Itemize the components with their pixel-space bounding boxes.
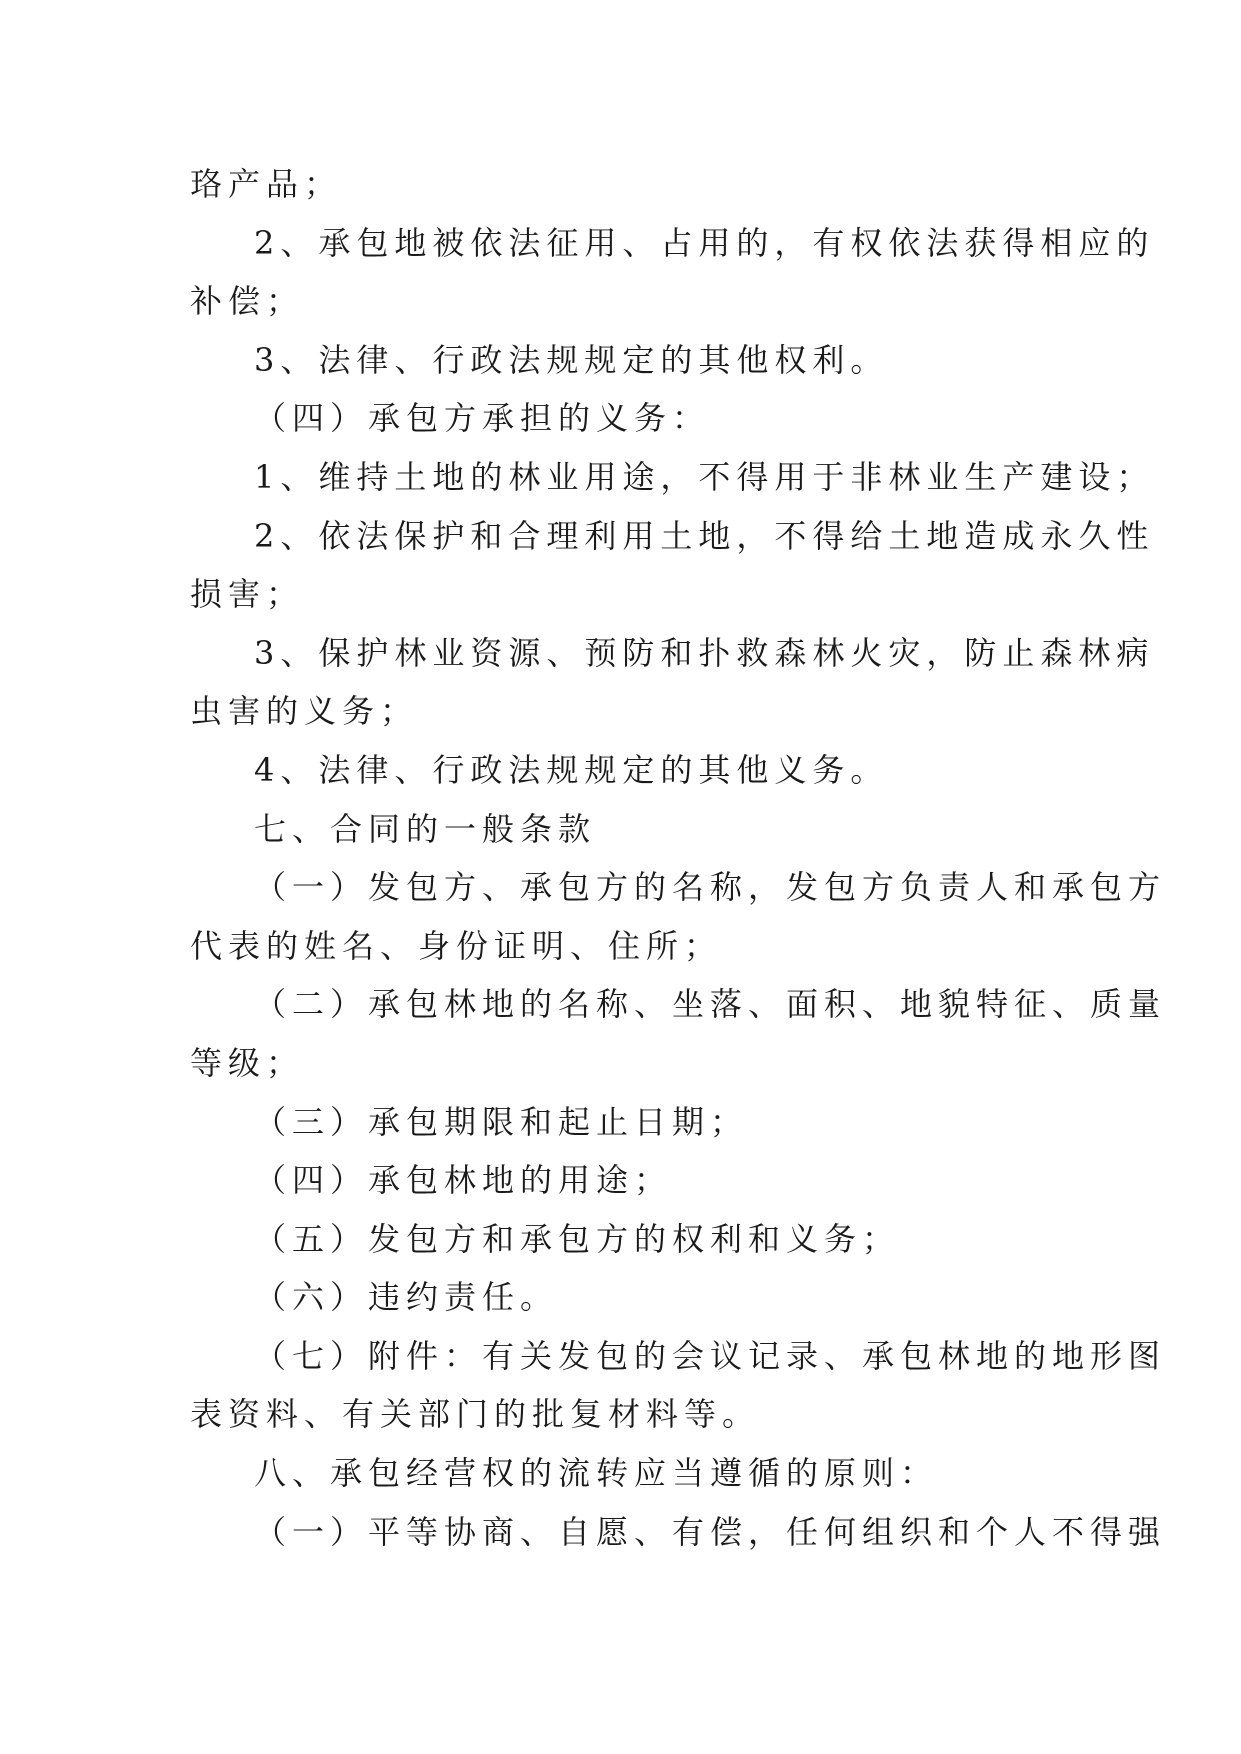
text-line: 2、承包地被依法征用、占用的，有权依法获得相应的 [254, 223, 1155, 262]
text-line: 损害； [190, 575, 305, 614]
text-line: （二）承包林地的名称、坐落、面积、地貌特征、质量 [254, 985, 1167, 1024]
text-line: （三）承包期限和起止日期； [254, 1102, 749, 1141]
document-body [190, 155, 1167, 1561]
text-line: 表资料、有关部门的批复材料等。 [190, 1395, 761, 1434]
text-line: 3、保护林业资源、预防和扑救森林火灾，防止森林病 [254, 633, 1155, 672]
text-line: 3、法律、行政法规规定的其他权利。 [254, 340, 889, 379]
text-line: （一）发包方、承包方的名称，发包方负责人和承包方 [254, 868, 1167, 907]
text-line: （七）附件：有关发包的会议记录、承包林地的地形图 [254, 1336, 1167, 1375]
section-heading: 七、合同的一般条款 [254, 809, 597, 848]
text-line: 2、依法保护和合理利用土地，不得给土地造成永久性 [254, 516, 1155, 555]
text-line: 虫害的义务； [190, 692, 419, 731]
section-heading: 八、承包经营权的流转应当遵循的原则： [254, 1454, 939, 1493]
text-line: （四）承包方承担的义务： [254, 399, 711, 438]
text-line: 代表的姓名、身份证明、住所； [190, 926, 723, 965]
text-line: （五）发包方和承包方的权利和义务； [254, 1219, 901, 1258]
text-line: （一）平等协商、自愿、有偿，任何组织和个人不得强 [254, 1512, 1167, 1551]
text-line: 4、法律、行政法规规定的其他义务。 [254, 750, 889, 789]
text-line: （四）承包林地的用途； [254, 1161, 673, 1200]
text-line: 1、维持土地的林业用途，不得用于非林业生产建设； [254, 457, 1155, 496]
text-line: 珞产品； [190, 165, 343, 203]
text-line: 补偿； [190, 282, 305, 321]
text-line: 等级； [190, 1043, 305, 1082]
text-line: （六）违约责任。 [254, 1278, 559, 1317]
